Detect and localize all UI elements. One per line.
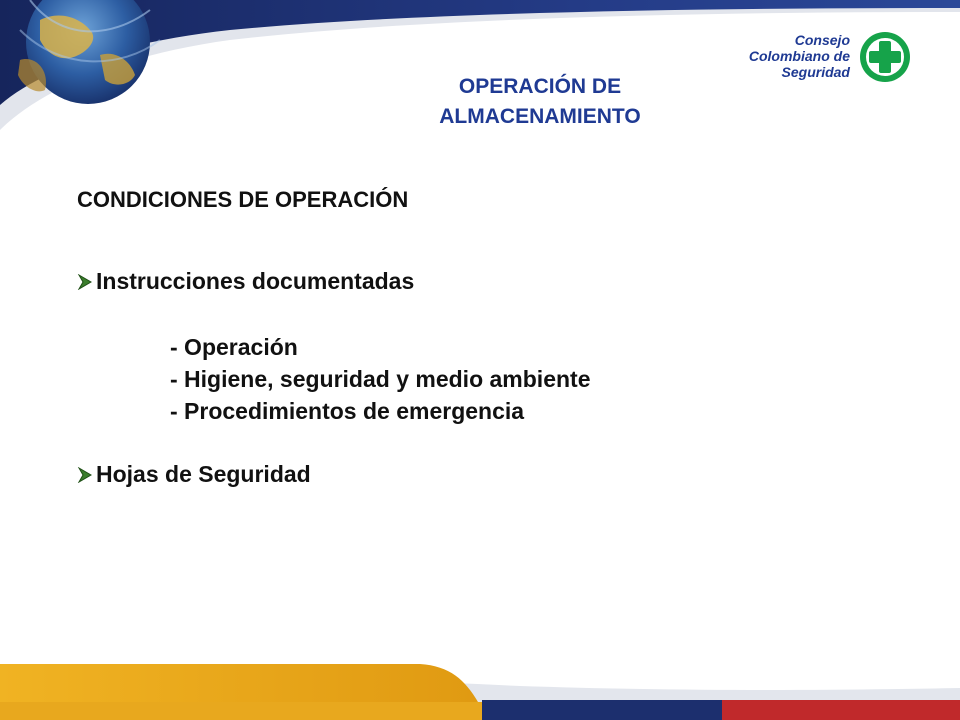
subitem-operacion: - Operación (170, 334, 298, 360)
slide-title-line2: ALMACENAMIENTO (439, 105, 641, 128)
bullet-item-instrucciones (77, 268, 414, 295)
bullet-label: Instrucciones documentadas (96, 268, 415, 294)
bullet-label: Hojas de Seguridad (96, 461, 311, 487)
logo-line2: Colombiano de (748, 48, 850, 64)
green-cross-icon (858, 30, 912, 84)
slide-title-line1: OPERACIÓN DE (458, 75, 622, 98)
ccs-logo (740, 28, 920, 88)
logo-line1: Consejo (794, 32, 850, 48)
subitem-procedimientos: - Procedimientos de emergencia (170, 398, 525, 424)
arrow-bullet-icon (77, 467, 93, 483)
footer-banner (0, 650, 960, 720)
slide-title (340, 72, 740, 132)
subitem-higiene: - Higiene, seguridad y medio ambiente (170, 366, 591, 392)
section-heading: CONDICIONES DE OPERACIÓN (77, 187, 409, 212)
bullet-item-hojas (77, 461, 311, 488)
logo-text (740, 32, 850, 80)
globe-icon (18, 0, 160, 104)
logo-line3: Seguridad (781, 64, 850, 80)
arrow-bullet-icon (77, 274, 93, 290)
